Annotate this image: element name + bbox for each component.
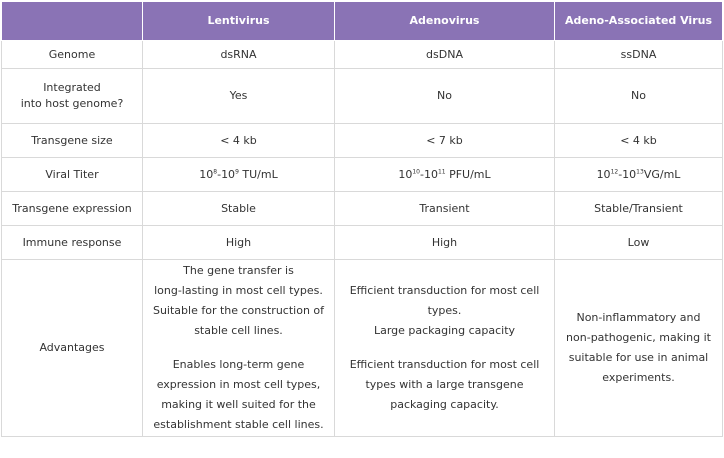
titer-unit: TU/mL — [238, 167, 278, 181]
text-line: The gene transfer is — [183, 264, 294, 277]
row-label-line: into host genome? — [20, 97, 124, 110]
row-label — [2, 69, 143, 124]
cell-aav: Low — [555, 226, 723, 260]
text-line: experiments. — [602, 371, 675, 384]
cell-aav: ssDNA — [555, 41, 723, 69]
cell-lentivirus: Yes — [143, 69, 335, 124]
titer-separator: -10 — [618, 167, 637, 181]
text-line: establishment stable cell lines. — [153, 418, 324, 431]
row-label: Transgene size — [2, 124, 143, 158]
virus-comparison-table — [1, 1, 723, 437]
text-line: packaging capacity. — [390, 398, 499, 411]
cell-adenovirus: < 7 kb — [335, 124, 555, 158]
cell-lentivirus: Stable — [143, 192, 335, 226]
cell-aav: < 4 kb — [555, 124, 723, 158]
text-line: Efficient transduction for most cell — [349, 284, 540, 297]
cell-lentivirus: dsRNA — [143, 41, 335, 69]
advantage-paragraph — [561, 308, 716, 388]
titer-separator: -10 — [217, 167, 236, 181]
table-row-expression — [2, 192, 723, 226]
cell-aav — [555, 158, 723, 192]
row-label: Genome — [2, 41, 143, 69]
header-row — [2, 2, 723, 41]
header-blank-cell — [2, 2, 143, 41]
advantage-paragraph — [149, 261, 328, 341]
cell-lentivirus: High — [143, 226, 335, 260]
table-row-viral-titer — [2, 158, 723, 192]
table-row-immune — [2, 226, 723, 260]
text-line: Large packaging capacity — [373, 324, 516, 337]
advantage-paragraph — [341, 355, 548, 415]
header-adenovirus: Adenovirus — [335, 2, 555, 41]
paragraph-gap — [341, 341, 548, 355]
table-row-advantages — [2, 260, 723, 437]
row-label: Transgene expression — [2, 192, 143, 226]
row-label: Advantages — [2, 260, 143, 437]
text-line: Non-inflammatory and — [576, 311, 701, 324]
text-line: long-lasting in most cell types. — [154, 284, 323, 297]
table-row-genome — [2, 41, 723, 69]
titer-exponent: 13 — [636, 167, 644, 175]
text-line: Enables long-term gene — [172, 358, 305, 371]
titer-base: 10 — [199, 167, 214, 181]
text-line: Suitable for the construction of — [152, 304, 325, 317]
titer-exponent: 9 — [235, 167, 239, 175]
cell-adenovirus: No — [335, 69, 555, 124]
paragraph-gap — [149, 341, 328, 355]
cell-aav — [555, 260, 723, 437]
titer-exponent: 8 — [213, 167, 218, 175]
text-line: types with a large transgene — [365, 378, 524, 391]
table-row-transgene-size — [2, 124, 723, 158]
text-line: making it well suited for the — [161, 398, 316, 411]
cell-adenovirus — [335, 158, 555, 192]
text-line: expression in most cell types, — [156, 378, 321, 391]
text-line: stable cell lines. — [194, 324, 283, 337]
text-line: non-pathogenic, making it — [566, 331, 711, 344]
titer-base: 10 — [596, 167, 611, 181]
advantage-paragraph — [341, 281, 548, 341]
text-line: Efficient transduction for most cell — [349, 358, 540, 371]
titer-unit: VG/mL — [643, 167, 681, 181]
row-label-line: Integrated — [43, 81, 101, 94]
cell-lentivirus — [143, 260, 335, 437]
header-lentivirus: Lentivirus — [143, 2, 335, 41]
cell-adenovirus: Transient — [335, 192, 555, 226]
cell-aav: No — [555, 69, 723, 124]
row-label: Immune response — [2, 226, 143, 260]
cell-lentivirus — [143, 158, 335, 192]
advantage-paragraph — [149, 355, 328, 435]
cell-aav: Stable/Transient — [555, 192, 723, 226]
text-line: types. — [427, 304, 462, 317]
cell-adenovirus: High — [335, 226, 555, 260]
titer-exponent: 10 — [412, 167, 420, 175]
titer-separator: -10 — [419, 167, 438, 181]
titer-exponent: 12 — [610, 167, 619, 175]
cell-lentivirus: < 4 kb — [143, 124, 335, 158]
header-aav: Adeno-Associated Virus — [555, 2, 723, 41]
cell-adenovirus — [335, 260, 555, 437]
table-row-integrated — [2, 69, 723, 124]
text-line: suitable for use in animal — [568, 351, 709, 364]
titer-unit: PFU/mL — [445, 167, 491, 181]
cell-adenovirus: dsDNA — [335, 41, 555, 69]
row-label: Viral Titer — [2, 158, 143, 192]
titer-exponent: 11 — [437, 167, 446, 175]
titer-base: 10 — [398, 167, 413, 181]
